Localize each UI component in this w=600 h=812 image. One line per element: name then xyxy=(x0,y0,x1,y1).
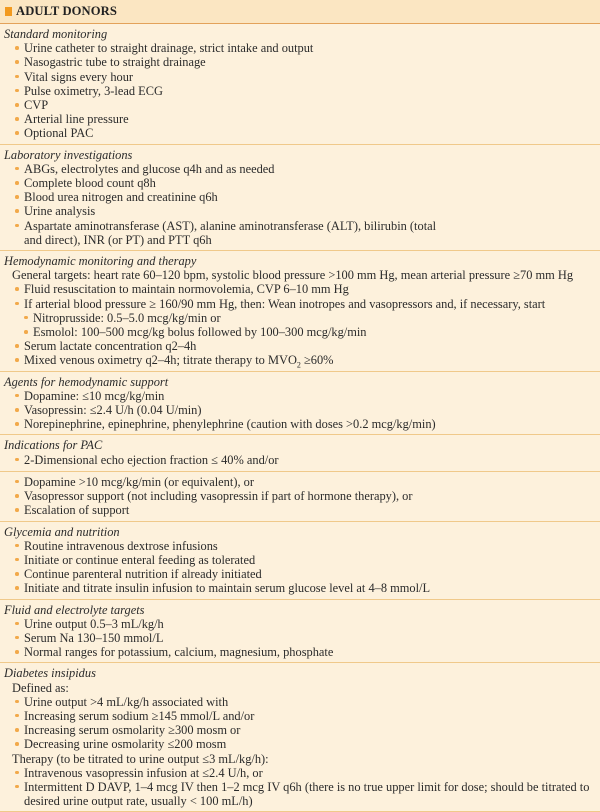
list-item: Dopamine: ≤10 mcg/kg/min xyxy=(0,389,600,403)
section-laboratory-investigations xyxy=(0,145,600,251)
defined-as-text: Defined as: xyxy=(12,680,69,695)
list-item: If arterial blood pressure ≥ 160/90 mm Hg, then: Wean inotropes and vasopressors and, if necessary, start xyxy=(0,297,600,311)
list-item: Continue parenteral nutrition if already initiated xyxy=(0,567,600,581)
general-targets-text: General targets: heart rate 60–120 bpm, systolic blood pressure >100 mm Hg, mean arterial pressure ≥70 mm Hg xyxy=(12,268,574,283)
list-item: Urine output >4 mL/kg/h associated with xyxy=(0,695,600,709)
section-indications-pac xyxy=(0,435,600,521)
section-title: Glycemia and nutrition xyxy=(4,524,120,539)
list-item: Serum Na 130–150 mmol/L xyxy=(0,631,600,645)
table-title: ADULT DONORS xyxy=(16,4,117,19)
section-title: Hemodynamic monitoring and therapy xyxy=(4,254,197,269)
list-item: Pulse oximetry, 3-lead ECG xyxy=(0,84,600,98)
list-item: Aspartate aminotransferase (AST), alanine aminotransferase (ALT), bilirubin (total and direct), INR (or PT) and PTT q6h xyxy=(0,219,600,247)
list-item: Intermittent D DAVP, 1–4 mcg IV then 1–2 mcg IV q6h (there is no true upper limit for dose; should be titrated to desired urine output rate, usually < 100 mL/h) xyxy=(0,780,600,808)
section-standard-monitoring xyxy=(0,24,600,145)
section-title: Diabetes insipidus xyxy=(4,666,96,681)
section-glycemia-nutrition xyxy=(0,522,600,600)
list-item: Complete blood count q8h xyxy=(0,176,600,190)
section-title: Indications for PAC xyxy=(4,438,103,453)
list-item: Nasogastric tube to straight drainage xyxy=(0,55,600,69)
list-item: Normal ranges for potassium, calcium, magnesium, phosphate xyxy=(0,645,600,659)
list-item: Dopamine >10 mcg/kg/min (or equivalent), or xyxy=(0,475,600,489)
list-item: Decreasing urine osmolarity ≤200 mosm xyxy=(0,737,600,751)
list-item: Arterial line pressure xyxy=(0,112,600,126)
list-item: Initiate and titrate insulin infusion to maintain serum glucose level at 4–8 mmol/L xyxy=(0,581,600,595)
list-item: Blood urea nitrogen and creatinine q6h xyxy=(0,190,600,204)
list-item: Initiate or continue enteral feeding as tolerated xyxy=(0,553,600,567)
list-item: Urine output 0.5–3 mL/kg/h xyxy=(0,617,600,631)
header-square-icon xyxy=(5,7,12,16)
section-hemodynamic-monitoring xyxy=(0,251,600,372)
list-item: Vasopressor support (not including vasopressin if part of hormone therapy), or xyxy=(0,489,600,503)
list-item: Fluid resuscitation to maintain normovolemia, CVP 6–10 mm Hg xyxy=(0,282,600,296)
list-item: CVP xyxy=(0,98,600,112)
header-bar xyxy=(0,0,600,24)
list-item: Vasopressin: ≤2.4 U/h (0.04 U/min) xyxy=(0,403,600,417)
divider xyxy=(0,471,600,472)
sub-list-item: Nitroprusside: 0.5–5.0 mcg/kg/min or xyxy=(0,311,600,325)
therapy-text: Therapy (to be titrated to urine output ≤3 mL/kg/h): xyxy=(12,751,269,766)
list-item: Vital signs every hour xyxy=(0,70,600,84)
list-item: Serum lactate concentration q2–4h xyxy=(0,339,600,353)
list-item: ABGs, electrolytes and glucose q4h and as needed xyxy=(0,162,600,176)
list-item: Urine catheter to straight drainage, strict intake and output xyxy=(0,41,600,55)
list-item: Increasing serum sodium ≥145 mmol/L and/or xyxy=(0,709,600,723)
list-item: 2-Dimensional echo ejection fraction ≤ 40% and/or xyxy=(0,453,600,467)
list-item-mvo2 xyxy=(0,353,600,370)
section-title: Standard monitoring xyxy=(4,27,108,41)
section-title: Agents for hemodynamic support xyxy=(4,374,169,389)
list-item: Urine analysis xyxy=(0,204,600,218)
section-fluid-electrolyte xyxy=(0,600,600,664)
section-title: Fluid and electrolyte targets xyxy=(4,602,145,617)
list-item: Norepinephrine, epinephrine, phenylephrine (caution with doses >0.2 mcg/kg/min) xyxy=(0,417,600,431)
list-item: Optional PAC xyxy=(0,126,600,140)
mvo2-suffix: ≥60% xyxy=(300,353,334,368)
section-diabetes-insipidus xyxy=(0,663,600,812)
section-title: Laboratory investigations xyxy=(4,147,133,162)
mvo2-text: Mixed venous oximetry q2–4h; titrate therapy to MVO xyxy=(24,353,297,368)
section-hemodynamic-agents xyxy=(0,372,600,436)
list-item: Intravenous vasopressin infusion at ≤2.4 U/h, or xyxy=(0,766,600,780)
mvo2-subscript: 2 xyxy=(296,360,301,370)
list-item: Increasing serum osmolarity ≥300 mosm or xyxy=(0,723,600,737)
list-item: Escalation of support xyxy=(0,503,600,517)
list-item: Routine intravenous dextrose infusions xyxy=(0,539,600,553)
sub-list-item: Esmolol: 100–500 mcg/kg bolus followed by 100–300 mcg/kg/min xyxy=(0,325,600,339)
